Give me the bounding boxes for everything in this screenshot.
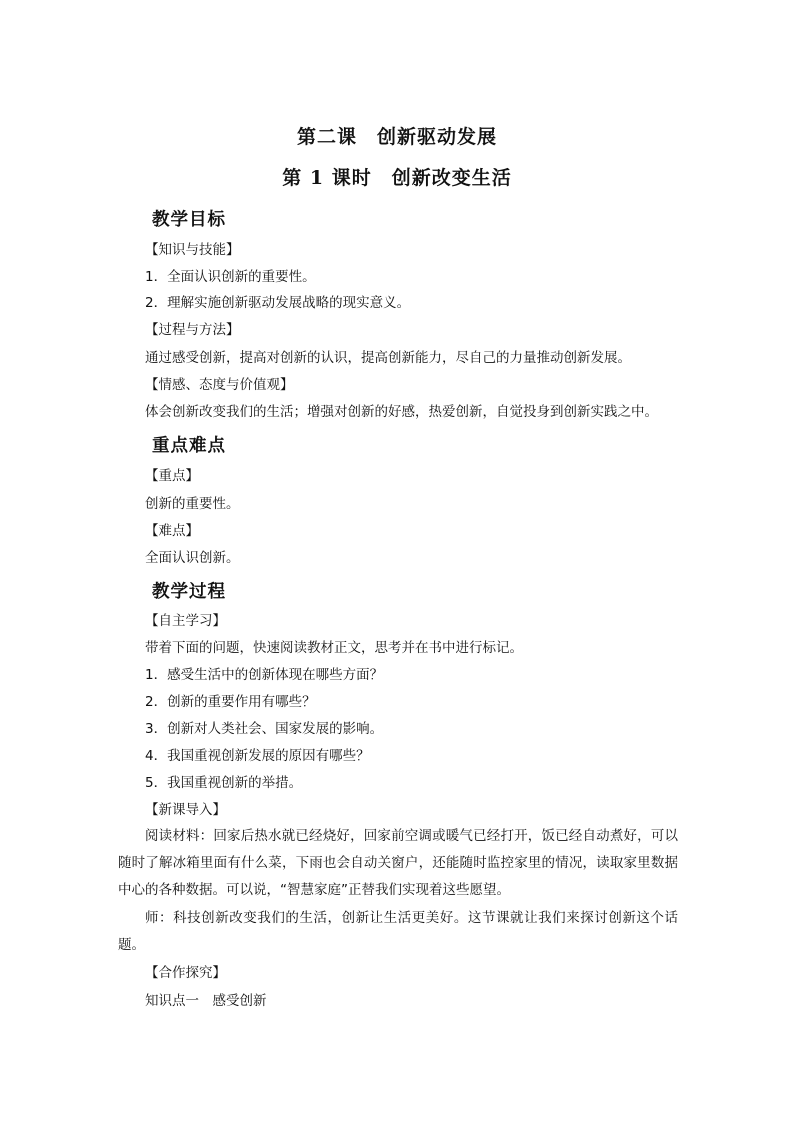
process-method-heading: 【过程与方法】	[145, 322, 240, 338]
question-1: 1．感受生活中的创新体现在哪些方面？	[145, 667, 384, 683]
knowledge-heading: 【知识与技能】	[145, 242, 240, 258]
section-heading-process: 教学过程	[152, 582, 226, 602]
key-heading: 【重点】	[145, 468, 199, 484]
teacher-remark: 师：科技创新改变我们的生活，创新让生活更美好。这节课就让我们来探讨创新这个话题。	[118, 910, 678, 953]
emotion-heading: 【情感、态度与价值观】	[145, 377, 294, 393]
knowledge-point-1: 知识点一 感受创新	[145, 993, 267, 1009]
self-study-intro: 带着下面的问题，快速阅读教材正文，思考并在书中进行标记。	[145, 640, 523, 656]
knowledge-item-2: 2．理解实施创新驱动发展战略的现实意义。	[145, 295, 411, 311]
difficult-heading: 【难点】	[145, 523, 199, 539]
question-4: 4．我国重视创新发展的原因有哪些？	[145, 748, 370, 764]
key-text: 创新的重要性。	[145, 496, 240, 512]
reading-material: 阅读材料：回家后热水就已经烧好，回家前空调或暖气已经打开，饭已经自动煮好，可以随时了解冰箱里面有什么菜，下雨也会自动关窗户，还能随时监控家里的情况，读取家里数据中心的各种数据。可以说，“智慧家庭”正替我们实现着这些愿望。	[118, 828, 678, 898]
self-study-heading: 【自主学习】	[145, 613, 226, 629]
lesson-title: 第二课 创新驱动发展	[296, 126, 497, 148]
question-3: 3．创新对人类社会、国家发展的影响。	[145, 721, 384, 737]
emotion-text: 体会创新改变我们的生活；增强对创新的好感，热爱创新，自觉投身到创新实践之中。	[145, 404, 658, 420]
new-lesson-heading: 【新课导入】	[145, 802, 226, 818]
period-title: 第 1 课时 创新改变生活	[282, 167, 512, 189]
difficult-text: 全面认识创新。	[145, 550, 240, 566]
section-heading-objectives: 教学目标	[152, 210, 226, 230]
question-5: 5．我国重视创新的举措。	[145, 775, 303, 791]
section-heading-key-points: 重点难点	[152, 436, 226, 456]
question-2: 2．创新的重要作用有哪些？	[145, 694, 316, 710]
knowledge-item-1: 1．全面认识创新的重要性。	[145, 269, 316, 285]
process-method-text: 通过感受创新，提高对创新的认识，提高创新能力，尽自己的力量推动创新发展。	[145, 350, 631, 366]
cooperation-heading: 【合作探究】	[145, 965, 226, 981]
